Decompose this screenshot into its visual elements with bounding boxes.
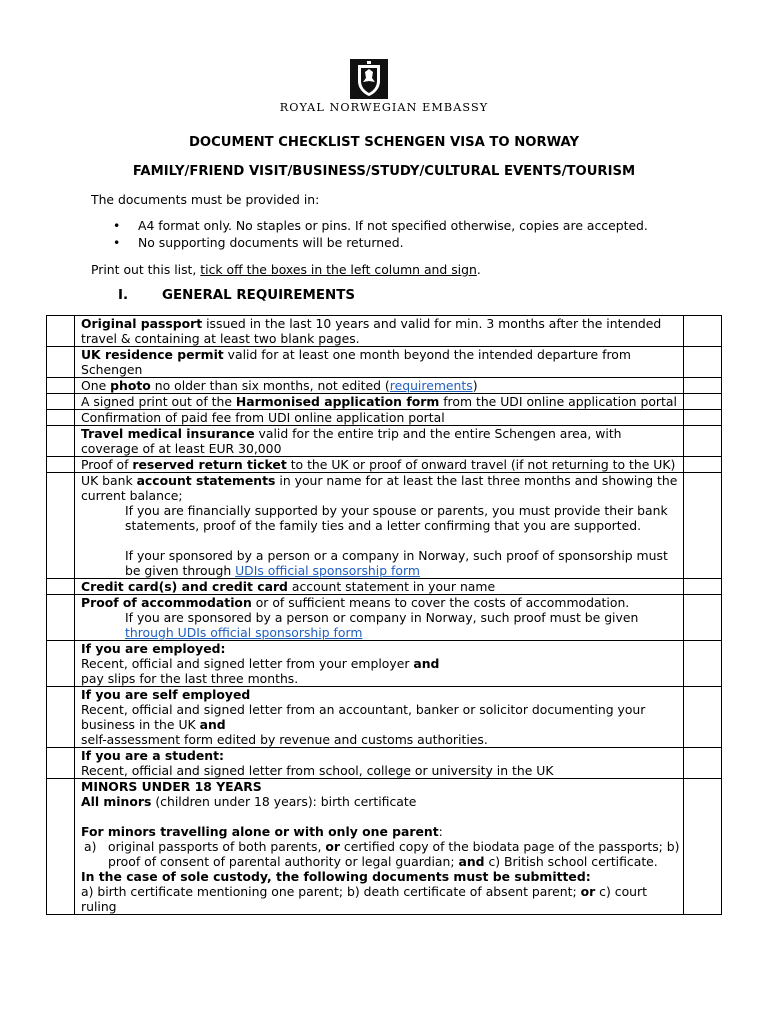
signature-cell[interactable] (684, 748, 722, 779)
table-row (47, 473, 722, 579)
bullet-list (113, 218, 648, 251)
embassy-name: ROYAL NORWEGIAN EMBASSY (279, 101, 489, 114)
table-row (47, 687, 722, 748)
table-row (47, 595, 722, 641)
checklist-table (46, 315, 722, 915)
requirement-cell: MINORS UNDER 18 YEARS All minors (children under 18 years): birth certificate For minors travelling alone or with only one parent: a) original passports of both parents, or certified copy of the biodata page of the passports; b) proof of consent of parental authority or legal guardian; and c) British school certificate. In the case of sole custody, the following documents must be submitted: a) birth certificate mentioning one parent; b) death certificate of absent parent; or c) court ruling (75, 779, 684, 915)
signature-cell[interactable] (684, 473, 722, 579)
signature-cell[interactable] (684, 378, 722, 394)
list-item: • No supporting documents will be returned. (113, 234, 404, 250)
signature-cell[interactable] (684, 457, 722, 473)
printout-instruction: Print out this list, tick off the boxes in the left column and sign. (91, 262, 481, 277)
checkbox-cell[interactable] (47, 316, 75, 347)
checkbox-cell[interactable] (47, 394, 75, 410)
signature-cell[interactable] (684, 641, 722, 687)
table-row (47, 579, 722, 595)
table-row (47, 426, 722, 457)
checkbox-cell[interactable] (47, 595, 75, 641)
checkbox-cell[interactable] (47, 457, 75, 473)
signature-cell[interactable] (684, 394, 722, 410)
table-row (47, 457, 722, 473)
table-row (47, 410, 722, 426)
table-row (47, 316, 722, 347)
signature-cell[interactable] (684, 779, 722, 915)
table-row (47, 378, 722, 394)
requirement-cell: Credit card(s) and credit card account statement in your name (75, 579, 684, 595)
checkbox-cell[interactable] (47, 641, 75, 687)
checkbox-cell[interactable] (47, 779, 75, 915)
checkbox-cell[interactable] (47, 410, 75, 426)
requirements-link[interactable]: requirements (389, 378, 473, 393)
signature-cell[interactable] (684, 347, 722, 378)
checkbox-cell[interactable] (47, 378, 75, 394)
signature-cell[interactable] (684, 426, 722, 457)
requirement-cell: If you are a student: Recent, official and signed letter from school, college or university in the UK (75, 748, 684, 779)
signature-cell[interactable] (684, 579, 722, 595)
checkbox-cell[interactable] (47, 473, 75, 579)
bullet-icon: • (113, 218, 121, 233)
checkbox-cell[interactable] (47, 687, 75, 748)
requirement-cell: Proof of reserved return ticket to the UK or proof of onward travel (if not returning to the UK) (75, 457, 684, 473)
document-subtitle: FAMILY/FRIEND VISIT/BUSINESS/STUDY/CULTURAL EVENTS/TOURISM (132, 164, 636, 179)
checkbox-cell[interactable] (47, 426, 75, 457)
intro-text: The documents must be provided in: (91, 192, 320, 207)
checkbox-cell[interactable] (47, 579, 75, 595)
bullet-icon: • (113, 234, 121, 250)
sponsorship-form-link[interactable]: through UDIs official sponsorship form (125, 625, 363, 640)
signature-cell[interactable] (684, 595, 722, 641)
section-heading: I. GENERAL REQUIREMENTS (118, 288, 355, 303)
table-row (47, 394, 722, 410)
requirement-cell: Travel medical insurance valid for the entire trip and the entire Schengen area, with coverage of at least EUR 30,000 (75, 426, 684, 457)
requirement-cell: UK bank account statements in your name for at least the last three months and showing the current balance; If you are financially supported by your spouse or parents, you must provide their bank statements, proof of the family ties and a letter confirming that you are supported. If your sponsored by a person or a company in Norway, such proof of sponsorship must be given through UDIs official sponsorship form (75, 473, 684, 579)
table-row (47, 641, 722, 687)
document-title: DOCUMENT CHECKLIST SCHENGEN VISA TO NORWAY (188, 135, 580, 150)
requirement-cell: If you are self employed Recent, official and signed letter from an accountant, banker or solicitor documenting your business in the UK and self-assessment form edited by revenue and customs authorities. (75, 687, 684, 748)
signature-cell[interactable] (684, 687, 722, 748)
table-row (47, 347, 722, 378)
requirement-cell: UK residence permit valid for at least one month beyond the intended departure from Schengen (75, 347, 684, 378)
table-row (47, 779, 722, 915)
sponsorship-form-link[interactable]: UDIs official sponsorship form (235, 563, 420, 578)
list-item: • A4 format only. No staples or pins. If not specified otherwise, copies are accepted. (113, 218, 648, 233)
royal-coat-of-arms-icon (350, 59, 388, 99)
table-row (47, 748, 722, 779)
checkbox-cell[interactable] (47, 748, 75, 779)
signature-cell[interactable] (684, 316, 722, 347)
requirement-cell: Original passport issued in the last 10 years and valid for min. 3 months after the intended travel & containing at least two blank pages. (75, 316, 684, 347)
requirement-cell: If you are employed: Recent, official and signed letter from your employer and pay slips for the last three months. (75, 641, 684, 687)
requirement-cell: One photo no older than six months, not edited (requirements) (75, 378, 684, 394)
checkbox-cell[interactable] (47, 347, 75, 378)
signature-cell[interactable] (684, 410, 722, 426)
requirement-cell: Confirmation of paid fee from UDI online application portal (75, 410, 684, 426)
requirement-cell: Proof of accommodation or of sufficient means to cover the costs of accommodation. If you are sponsored by a person or company in Norway, such proof must be given through UDIs official sponsorship form (75, 595, 684, 641)
requirement-cell: A signed print out of the Harmonised application form from the UDI online application portal (75, 394, 684, 410)
